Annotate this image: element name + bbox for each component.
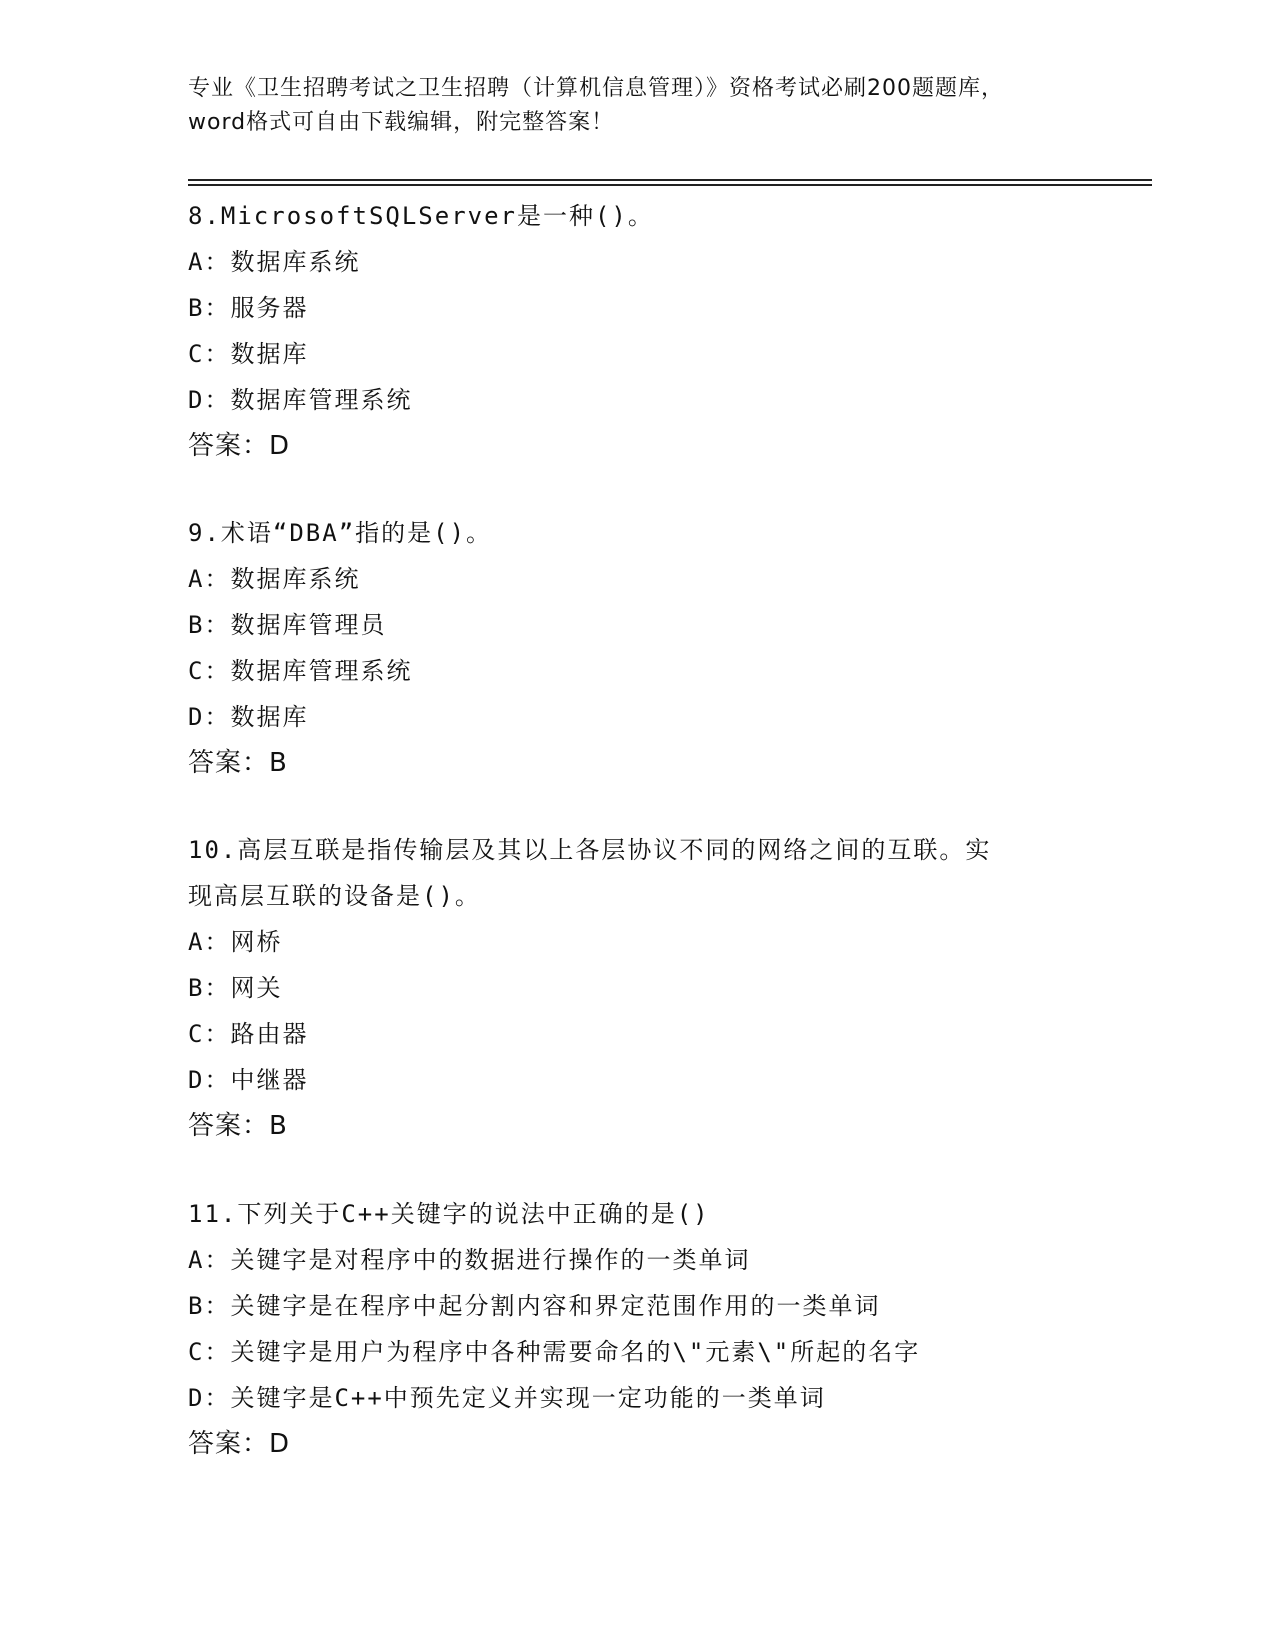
question-stem: 11.下列关于C++关键字的说法中正确的是() [188,1200,710,1228]
question-11 [188,1191,1088,1467]
answer-line: 答案：D [188,431,291,461]
option-a: A：关键字是对程序中的数据进行操作的一类单词 [188,1246,751,1274]
header-title-line-1: 专业《卫生招聘考试之卫生招聘（计算机信息管理）》资格考试必刷200题题库， [188,76,1004,101]
answer-line: 答案：D [188,1429,291,1459]
document-header [188,72,1088,140]
option-d: D：关键字是C++中预先定义并实现一定功能的一类单词 [188,1384,826,1412]
option-a: A：数据库系统 [188,565,361,593]
option-c: C：数据库 [188,340,309,368]
question-stem: 8.MicrosoftSQLServer是一种()。 [188,202,654,230]
option-a: A：数据库系统 [188,248,361,276]
option-c: C：关键字是用户为程序中各种需要命名的\"元素\"所起的名字 [188,1338,921,1366]
question-stem-line-1: 10.高层互联是指传输层及其以上各层协议不同的网络之间的互联。实 [188,836,992,864]
answer-line: 答案：B [188,748,288,778]
question-9 [188,510,1088,786]
question-stem: 9.术语“DBA”指的是()。 [188,519,493,547]
option-d: D：数据库管理系统 [188,386,413,414]
option-b: B：数据库管理员 [188,611,387,639]
option-b: B：网关 [188,974,283,1002]
option-c: C：数据库管理系统 [188,657,413,685]
option-d: D：中继器 [188,1066,309,1094]
option-d: D：数据库 [188,703,309,731]
option-c: C：路由器 [188,1020,309,1048]
question-8 [188,193,1088,469]
option-b: B：服务器 [188,294,309,322]
question-10 [188,827,1088,1149]
question-stem-line-2: 现高层互联的设备是()。 [188,882,481,910]
option-a: A：网桥 [188,928,283,956]
option-b: B：关键字是在程序中起分割内容和界定范围作用的一类单词 [188,1292,881,1320]
answer-line: 答案：B [188,1111,288,1141]
header-divider-top [188,179,1152,181]
header-divider-bottom [188,184,1152,186]
header-title-line-2: word格式可自由下载编辑，附完整答案！ [188,110,615,135]
